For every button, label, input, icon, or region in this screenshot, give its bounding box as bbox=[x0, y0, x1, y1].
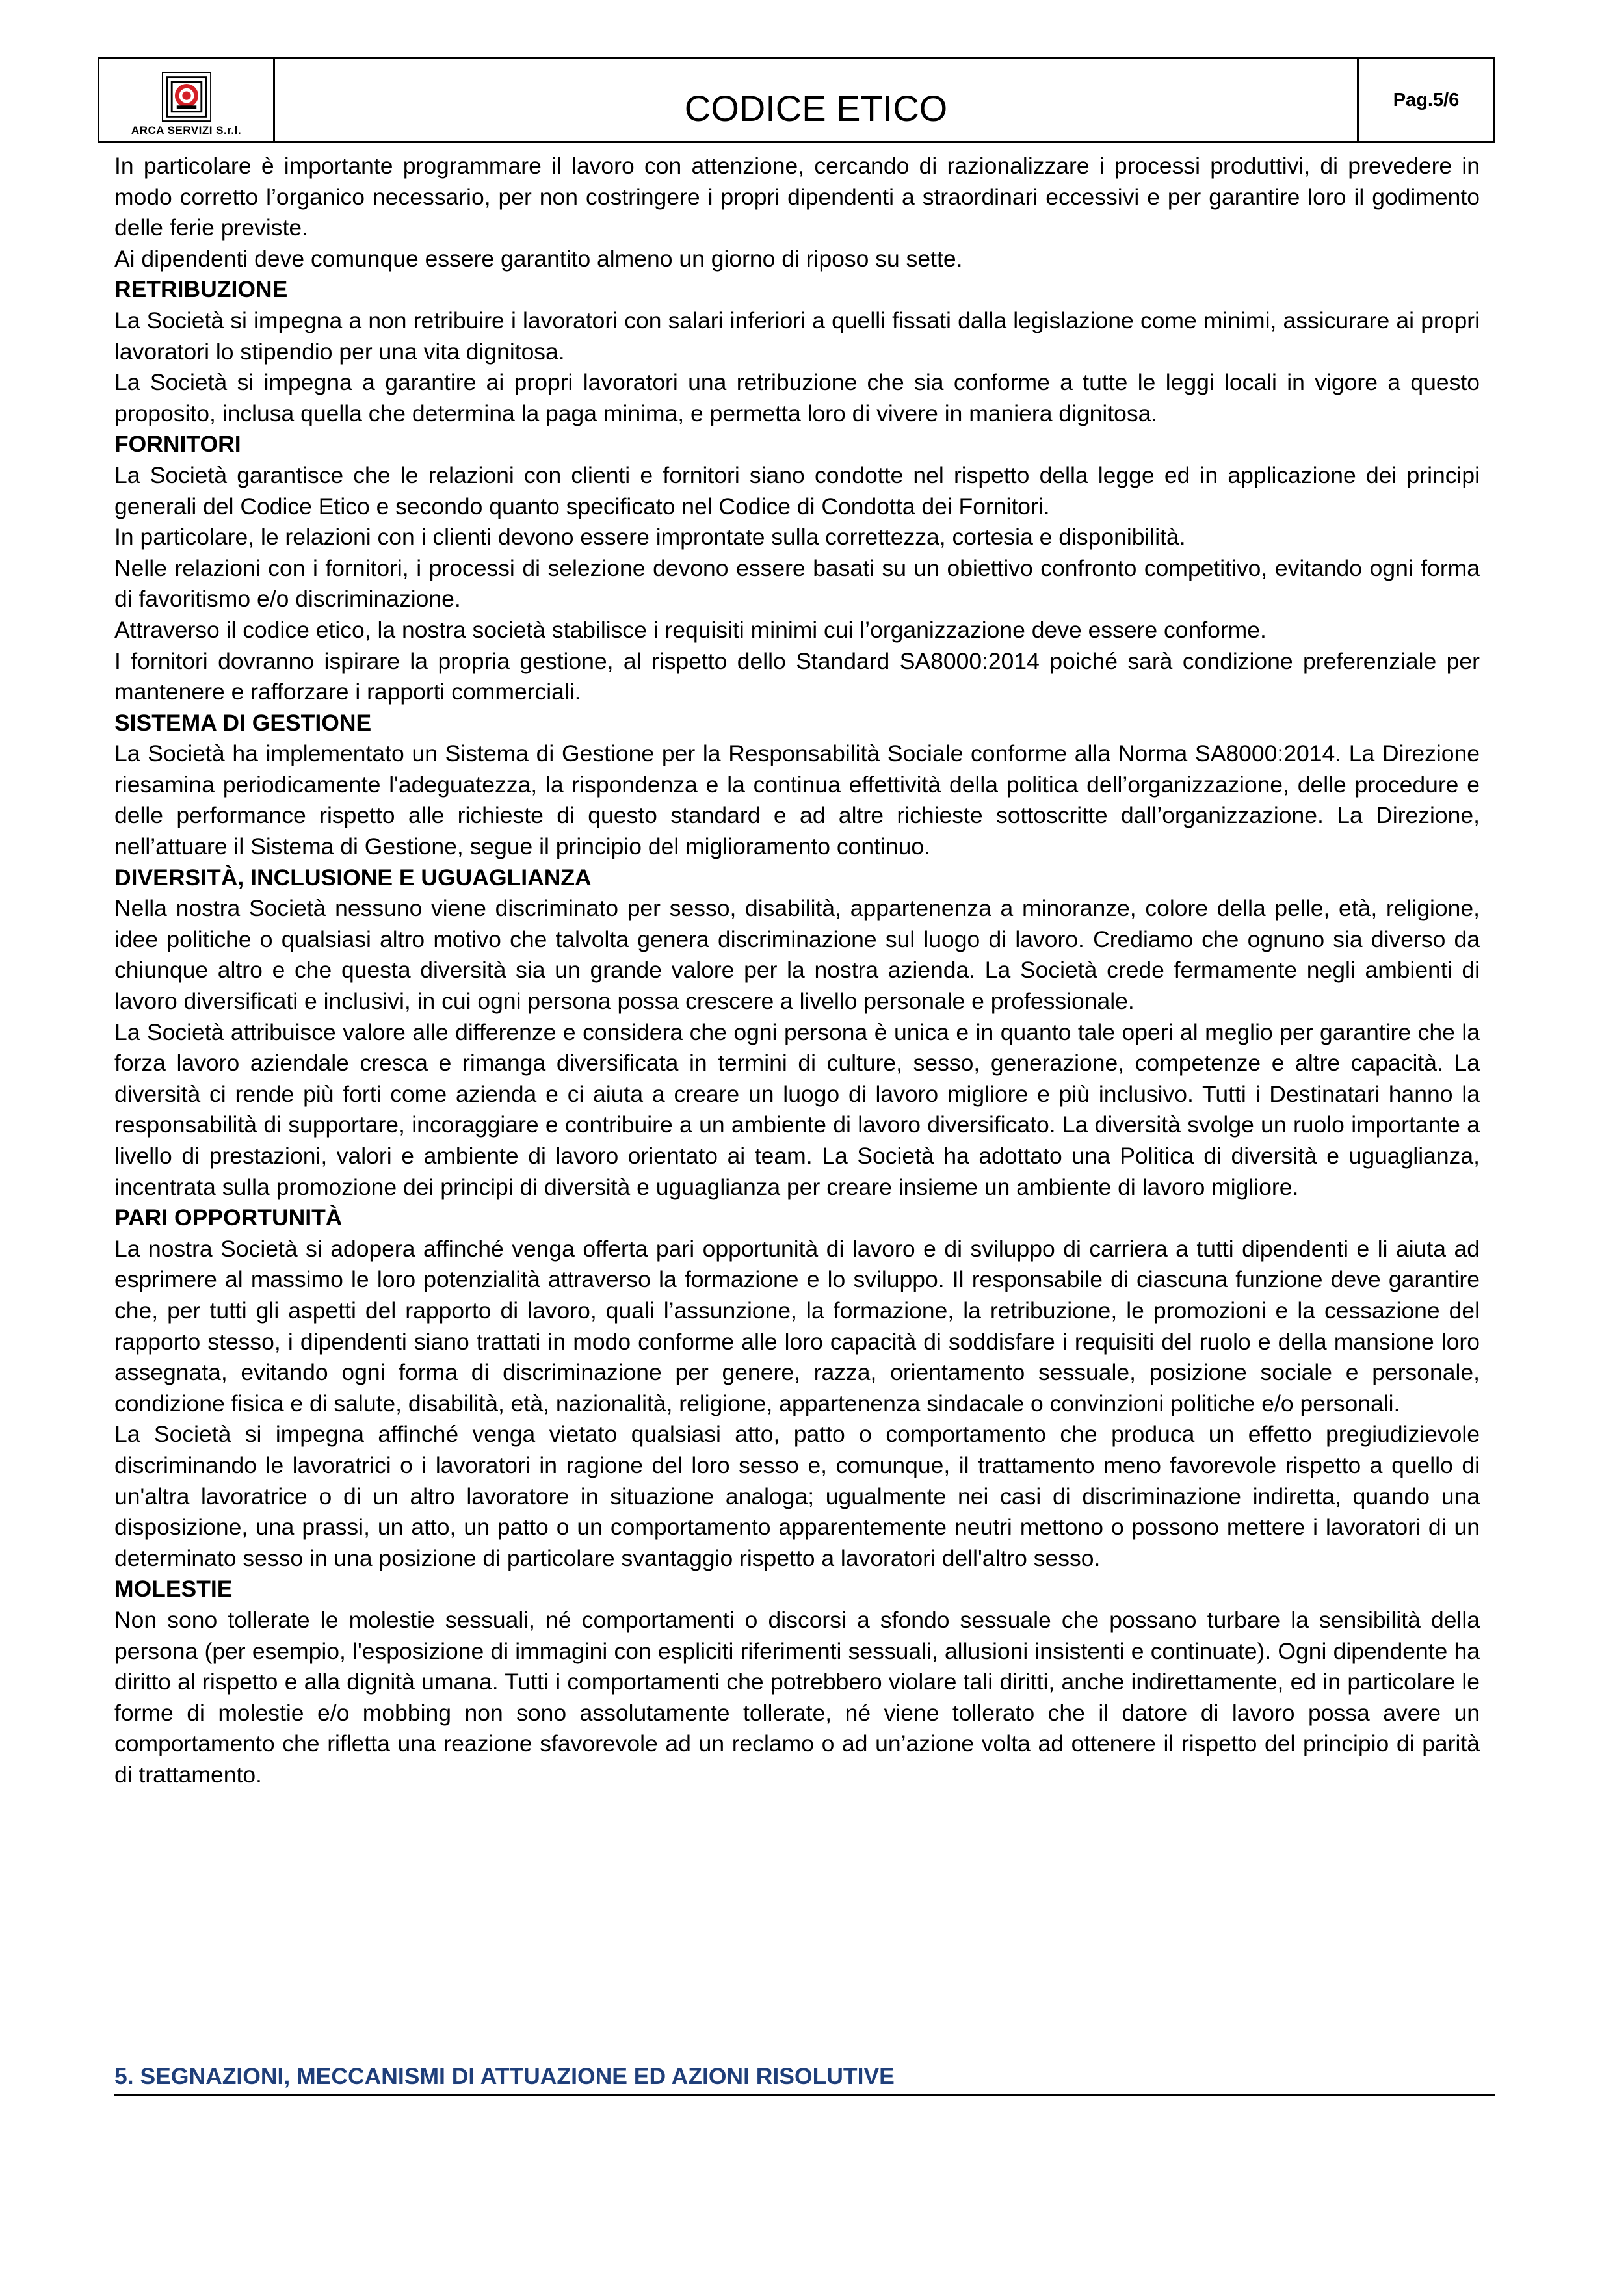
paragraph: Non sono tollerate le molestie sessuali, né comportamenti o discorsi a sfondo sessuale che possano turbare la sensibilità della persona (per esempio, l'esposizione di immagini con espliciti riferimenti sessuali, allusioni insistenti e continuate). Ogni dipendente ha diritto al rispetto e alla dignità umana. Tutti i comportamenti che potrebbero violare tali diritti, anche indirettamente, ed in particolare le forme di molestie e/o mobbing non sono assolutamente tollerate, né viene tollerato che il datore di lavoro possa avere un comportamento che rifletta una reazione sfavorevole ad un reclamo o ad un’azione volta ad ottenere il rispetto del principio di parità di trattamento. bbox=[114, 1606, 1480, 1788]
section-heading: PARI OPPORTUNITÀ bbox=[114, 1205, 343, 1231]
section-title: 5. SEGNAZIONI, MECCANISMI DI ATTUAZIONE ED AZIONI RISOLUTIVE bbox=[114, 2063, 895, 2089]
company-logo-icon bbox=[162, 72, 211, 122]
section-heading: DIVERSITÀ, INCLUSIONE E UGUAGLIANZA bbox=[114, 864, 592, 891]
paragraph: Nella nostra Società nessuno viene discriminato per sesso, disabilità, appartenenza a minoranze, colore della pelle, età, religione, idee politiche o qualsiasi altro motivo che talvolta genera discriminazione sul luogo di lavoro. Crediamo che ognuno sia diverso da chiunque altro e che questa diversità sia un grande valore per la nostra azienda. La Società crede fermamente negli ambienti di lavoro diversificati e inclusivi, in cui ogni persona possa crescere a livello personale e professionale. bbox=[114, 895, 1480, 1015]
section-heading: FORNITORI bbox=[114, 431, 241, 458]
paragraph: Nelle relazioni con i fornitori, i processi di selezione devono essere basati su un obiettivo confronto competitivo, evitando ogni forma di favoritismo e/o discriminazione. bbox=[114, 554, 1480, 612]
page-header bbox=[98, 57, 1495, 143]
paragraph: La Società ha implementato un Sistema di Gestione per la Responsabilità Sociale conforme alla Norma SA8000:2014. La Direzione riesamina periodicamente l'adeguatezza, la rispondenza e la continua effettività della politica dell’organizzazione, delle procedure e delle performance rispetto alle richieste di questo standard e ad altre richieste sottoscritte dall’organizzazione. La Direzione, nell’attuare il Sistema di Gestione, segue il principio del miglioramento continuo. bbox=[114, 740, 1480, 860]
section-heading: SISTEMA DI GESTIONE bbox=[114, 709, 372, 736]
page-number: Pag.5/6 bbox=[1357, 59, 1493, 141]
section-heading: RETRIBUZIONE bbox=[114, 276, 288, 303]
paragraph: La Società attribuisce valore alle differenze e considera che ogni persona è unica e in quanto tale operi al meglio per garantire che la forza lavoro aziendale cresca e rimanga diversificata in termini di culture, sesso, generazione, competenze e altre capacità. La diversità ci rende più forti come azienda e ci aiuta a creare un luogo di lavoro migliore e più inclusivo. Tutti i Destinatari hanno la responsabilità di supportare, incoraggiare e contribuire a un ambiente di lavoro diversificato. La diversità svolge un ruolo importante a livello di prestazioni, valori e ambiente di lavoro orientato ai team. La Società ha adottato una Politica di diversità e uguaglianza, incentrata sulla promozione dei principi di diversità e uguaglianza per creare insieme un ambiente di lavoro migliore. bbox=[114, 1019, 1480, 1200]
company-logo-cell bbox=[99, 59, 275, 141]
paragraph: La Società si impegna a garantire ai propri lavoratori una retribuzione che sia conforme a tutte le leggi locali in vigore a questo proposito, inclusa quella che determina la paga minima, e permetta loro di vivere in maniera dignitosa. bbox=[114, 369, 1480, 426]
paragraph: La Società si impegna a non retribuire i lavoratori con salari inferiori a quelli fissati dalla legislazione come minimi, assicurare ai propri lavoratori lo stipendio per una vita dignitosa. bbox=[114, 307, 1480, 365]
paragraph: La Società si impegna affinché venga vietato qualsiasi atto, patto o comportamento che produca un effetto pregiudizievole discriminando le lavoratrici o i lavoratori in ragione del loro sesso e, comunque, il trattamento meno favorevole rispetto a quello di un'altra lavoratrice o di un altro lavoratore in situazione analoga; ugualmente nei casi di discriminazione indiretta, quando una disposizione, una prassi, un atto, un patto o un comportamento apparentemente neutri mettono o possono mettere i lavoratori di un determinato sesso in una posizione di particolare svantaggio rispetto a lavoratori dell'altro sesso. bbox=[114, 1421, 1480, 1571]
paragraph: La Società garantisce che le relazioni con clienti e fornitori siano condotte nel rispetto della legge ed in applicazione dei principi generali del Codice Etico e secondo quanto specificato nel Codice di Condotta dei Fornitori. bbox=[114, 462, 1480, 519]
document-body bbox=[114, 151, 1480, 1790]
section-heading: MOLESTIE bbox=[114, 1576, 233, 1602]
paragraph: In particolare è importante programmare il lavoro con attenzione, cercando di razionalizzare i processi produttivi, di prevedere in modo corretto l’organico necessario, per non costringere i propri dipendenti a straordinari eccessivi e per garantire loro il godimento delle ferie previste. bbox=[114, 153, 1480, 241]
paragraph: Ai dipendenti deve comunque essere garantito almeno un giorno di riposo su sette. bbox=[114, 245, 963, 272]
company-name: ARCA SERVIZI S.r.l. bbox=[131, 124, 242, 137]
paragraph: I fornitori dovranno ispirare la propria gestione, al rispetto dello Standard SA8000:2014 poiché sarà condizione preferenziale per mantenere e rafforzare i rapporti commerciali. bbox=[114, 647, 1480, 705]
document-title: CODICE ETICO bbox=[684, 88, 948, 129]
next-section-heading bbox=[114, 2062, 1495, 2096]
paragraph: La nostra Società si adopera affinché venga offerta pari opportunità di lavoro e di sviluppo di carriera a tutti dipendenti e li aiuta ad esprimere al massimo le loro potenzialità attraverso la formazione e lo sviluppo. Il responsabile di ciascuna funzione deve garantire che, per tutti gli aspetti del rapporto di lavoro, quali l’assunzione, la formazione, la retribuzione, le promozioni e la cessazione del rapporto stesso, i dipendenti siano trattati in modo conforme alle loro capacità di soddisfare i requisiti del ruolo e della mansione loro assegnata, evitando ogni forma di discriminazione per genere, razza, orientamento sessuale, posizione sociale e personale, condizione fisica e di salute, disabilità, età, nazionalità, religione, appartenenza sindacale o convinzioni politiche e/o personali. bbox=[114, 1235, 1480, 1416]
paragraph: Attraverso il codice etico, la nostra società stabilisce i requisiti minimi cui l’organizzazione deve essere conforme. bbox=[114, 616, 1267, 643]
paragraph: In particolare, le relazioni con i clienti devono essere improntate sulla correttezza, cortesia e disponibilità. bbox=[114, 524, 1186, 551]
